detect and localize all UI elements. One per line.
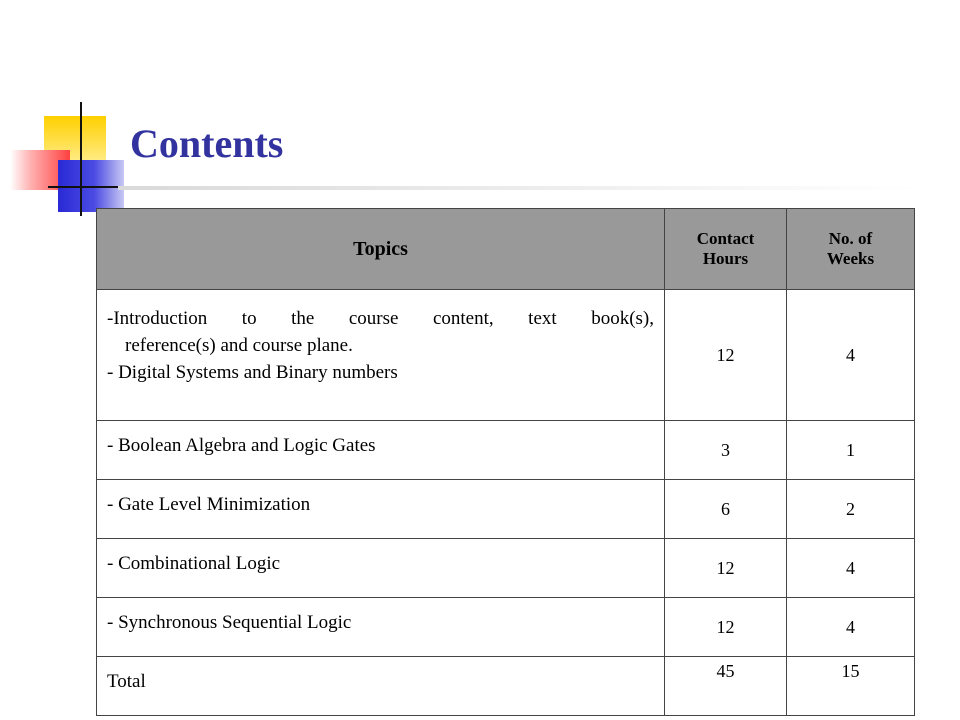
weeks-cell: 4 — [787, 290, 915, 421]
weeks-cell: 2 — [787, 480, 915, 539]
weeks-cell: 1 — [787, 421, 915, 480]
table-row — [97, 598, 915, 657]
contents-table — [96, 208, 915, 716]
table-header-row — [97, 209, 915, 290]
table-row — [97, 421, 915, 480]
total-weeks-cell: 15 — [787, 657, 915, 716]
topic-line: - Digital Systems and Binary numbers — [107, 361, 398, 383]
topic-line: reference(s) and course plane. — [125, 334, 353, 356]
hours-cell: 12 — [665, 598, 787, 657]
topic-cell: - Gate Level Minimization — [97, 480, 665, 539]
table-row — [97, 539, 915, 598]
title-underline — [118, 186, 918, 190]
hours-cell: 12 — [665, 539, 787, 598]
slide-logo-decoration — [0, 0, 140, 230]
table-row — [97, 480, 915, 539]
header-weeks-line1: No. of — [828, 228, 873, 248]
table-row — [97, 290, 915, 421]
table-total-row — [97, 657, 915, 716]
page-title: Contents — [130, 121, 284, 166]
topic-line: -Introduction to the course content, text book(s), — [107, 308, 654, 329]
header-topics-label: Topics — [353, 238, 408, 260]
header-contact-hours-line2: Hours — [702, 249, 749, 268]
topic-cell: - Boolean Algebra and Logic Gates — [97, 421, 665, 480]
horizontal-line — [48, 186, 118, 188]
topic-cell — [97, 290, 665, 421]
topic-cell: - Synchronous Sequential Logic — [97, 598, 665, 657]
weeks-cell: 4 — [787, 539, 915, 598]
hours-cell: 12 — [665, 290, 787, 421]
header-topics — [97, 209, 665, 290]
total-hours-cell: 45 — [665, 657, 787, 716]
header-weeks — [787, 209, 915, 290]
total-label-cell: Total — [97, 657, 665, 716]
hours-cell: 3 — [665, 421, 787, 480]
header-contact-hours-line1: Contact — [696, 228, 755, 248]
hours-cell: 6 — [665, 480, 787, 539]
header-contact-hours — [665, 209, 787, 290]
topic-cell: - Combinational Logic — [97, 539, 665, 598]
weeks-cell: 4 — [787, 598, 915, 657]
vertical-line — [80, 102, 82, 216]
header-weeks-line2: Weeks — [826, 249, 875, 268]
